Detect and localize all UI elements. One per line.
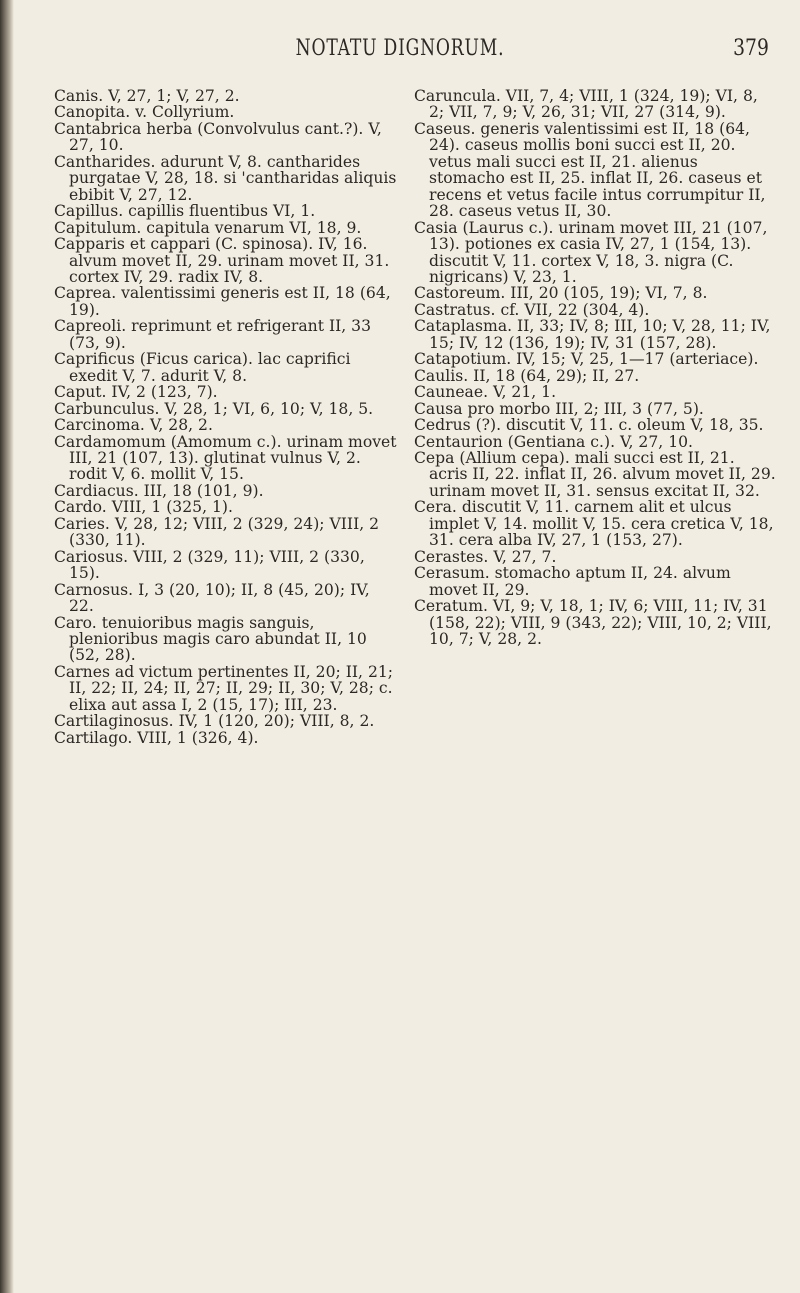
index-entry: Caseus. generis valentissimi est II, 18 (64, 24). caseus mollis boni succi est II, 20. vetus mali succi est II, 21. alienus stomacho est II, 25. inflat II, 26. caseus et recens et vetus facile intus corrumpitur II, 28. caseus vetus II, 30. [414,119,766,221]
index-entry: Catapotium. IV, 15; V, 25, 1—17 (arteriace). [414,350,759,369]
index-entry: Caulis. II, 18 (64, 29); II, 27. [414,366,640,385]
index-entry: Cardo. VIII, 1 (325, 1). [54,498,233,517]
index-entry: Cerasum. stomacho aptum II, 24. alvum movet II, 29. [414,564,731,599]
index-entry: Ceratum. VI, 9; V, 18, 1; IV, 6; VIII, 11; IV, 31 (158, 22); VIII, 9 (343, 22); VIII, 10, 2; VIII, 10, 7; V, 28, 2. [414,597,772,648]
index-entry: Cedrus (?). discutit V, 11. c. oleum V, 18, 35. [414,416,764,435]
book-spine-shadow [0,0,14,1293]
index-entry: Castratus. cf. VII, 22 (304, 4). [414,300,650,319]
index-entry: Casia (Laurus c.). urinam movet III, 21 (107, 13). potiones ex casia IV, 27, 1 (154, 13). discutit V, 11. cortex V, 18, 3. nigra (C. nigricans) V, 23, 1. [414,218,768,286]
index-entry: Cepa (Allium cepa). mali succi est II, 21. acris II, 22. inflat II, 26. alvum movet II, 29. urinam movet II, 31. sensus excitat II, 32. [414,448,776,500]
index-entry: Causa pro morbo III, 2; III, 3 (77, 5). [414,399,704,418]
index-entry: Caprea. valentissimi generis est II, 18 (64, 19). [54,284,391,319]
index-entry: Cantharides. adurunt V, 8. cantharides purgatae V, 28, 18. si 'cantharidas aliquis ebibit V, 27, 12. [54,152,397,204]
index-entry: Cataplasma. II, 33; IV, 8; III, 10; V, 28, 11; IV, 15; IV, 12 (136, 19); IV, 31 (157, 28). [414,317,771,352]
index-column-left [54,88,399,746]
index-entry: Cardiacus. III, 18 (101, 9). [54,481,264,500]
index-entry: Cantabrica herba (Convolvulus cant.?). V, 27, 10. [54,119,382,155]
page-header [0,36,800,70]
index-entry: Centaurion (Gentiana c.). V, 27, 10. [414,432,693,451]
index-entry: Caro. tenuioribus magis sanguis, plenioribus magis caro abundat II, 10 (52, 28). [54,613,367,665]
index-entry: Cauneae. V, 21, 1. [414,383,557,402]
running-title: NOTATU DIGNORUM. [295,36,505,61]
index-entry: Carcinoma. V, 28, 2. [54,416,213,435]
index-entry: Canopita. v. Collyrium. [54,103,235,122]
index-entry: Carnes ad victum pertinentes II, 20; II, 21; II, 22; II, 24; II, 27; II, 29; II, 30; V, 28; c. elixa aut assa I, 2 (15, 17); III, 23. [54,662,394,714]
index-entry: Capillus. capillis fluentibus VI, 1. [54,202,316,221]
index-entry: Caprificus (Ficus carica). lac caprifici exedit V, 7. adurit V, 8. [54,350,351,385]
index-entry: Caput. IV, 2 (123, 7). [54,383,218,402]
index-entry: Cartilago. VIII, 1 (326, 4). [54,728,259,747]
index-entry: Cartilaginosus. IV, 1 (120, 20); VIII, 8, 2. [54,712,375,731]
index-entry: Capparis et cappari (C. spinosa). IV, 16. alvum movet II, 29. urinam movet II, 31. cortex IV, 29. radix IV, 8. [54,235,390,286]
index-entry: Cariosus. VIII, 2 (329, 11); VIII, 2 (330, 15). [54,547,365,583]
index-entry: Capitulum. capitula venarum VI, 18, 9. [54,218,362,237]
index-entry: Caries. V, 28, 12; VIII, 2 (329, 24); VIII, 2 (330, 11). [54,514,380,550]
index-entry: Carnosus. I, 3 (20, 10); II, 8 (45, 20); IV, 22. [54,580,370,616]
index-entry: Carbunculus. V, 28, 1; VI, 6, 10; V, 18, 5. [54,399,374,418]
index-entry: Cerastes. V, 27, 7. [414,547,557,566]
index-entry: Castoreum. III, 20 (105, 19); VI, 7, 8. [414,284,708,303]
page-number: 379 [733,36,769,61]
index-entry: Capreoli. reprimunt et refrigerant II, 33 (73, 9). [54,317,372,352]
index-column-right [414,88,776,647]
index-entry: Cera. discutit V, 11. carnem alit et ulcus implet V, 14. mollit V, 15. cera cretica V, 18, 31. cera alba IV, 27, 1 (153, 27). [414,498,774,550]
index-entry: Canis. V, 27, 1; V, 27, 2. [54,87,240,105]
index-entry: Cardamomum (Amomum c.). urinam movet III, 21 (107, 13). glutinat vulnus V, 2. rodit V, 6. mollit V, 15. [54,432,397,484]
index-entry: Caruncula. VII, 7, 4; VIII, 1 (324, 19); VI, 8, 2; VII, 7, 9; V, 26, 31; VII, 27 (314, 9). [414,87,758,122]
